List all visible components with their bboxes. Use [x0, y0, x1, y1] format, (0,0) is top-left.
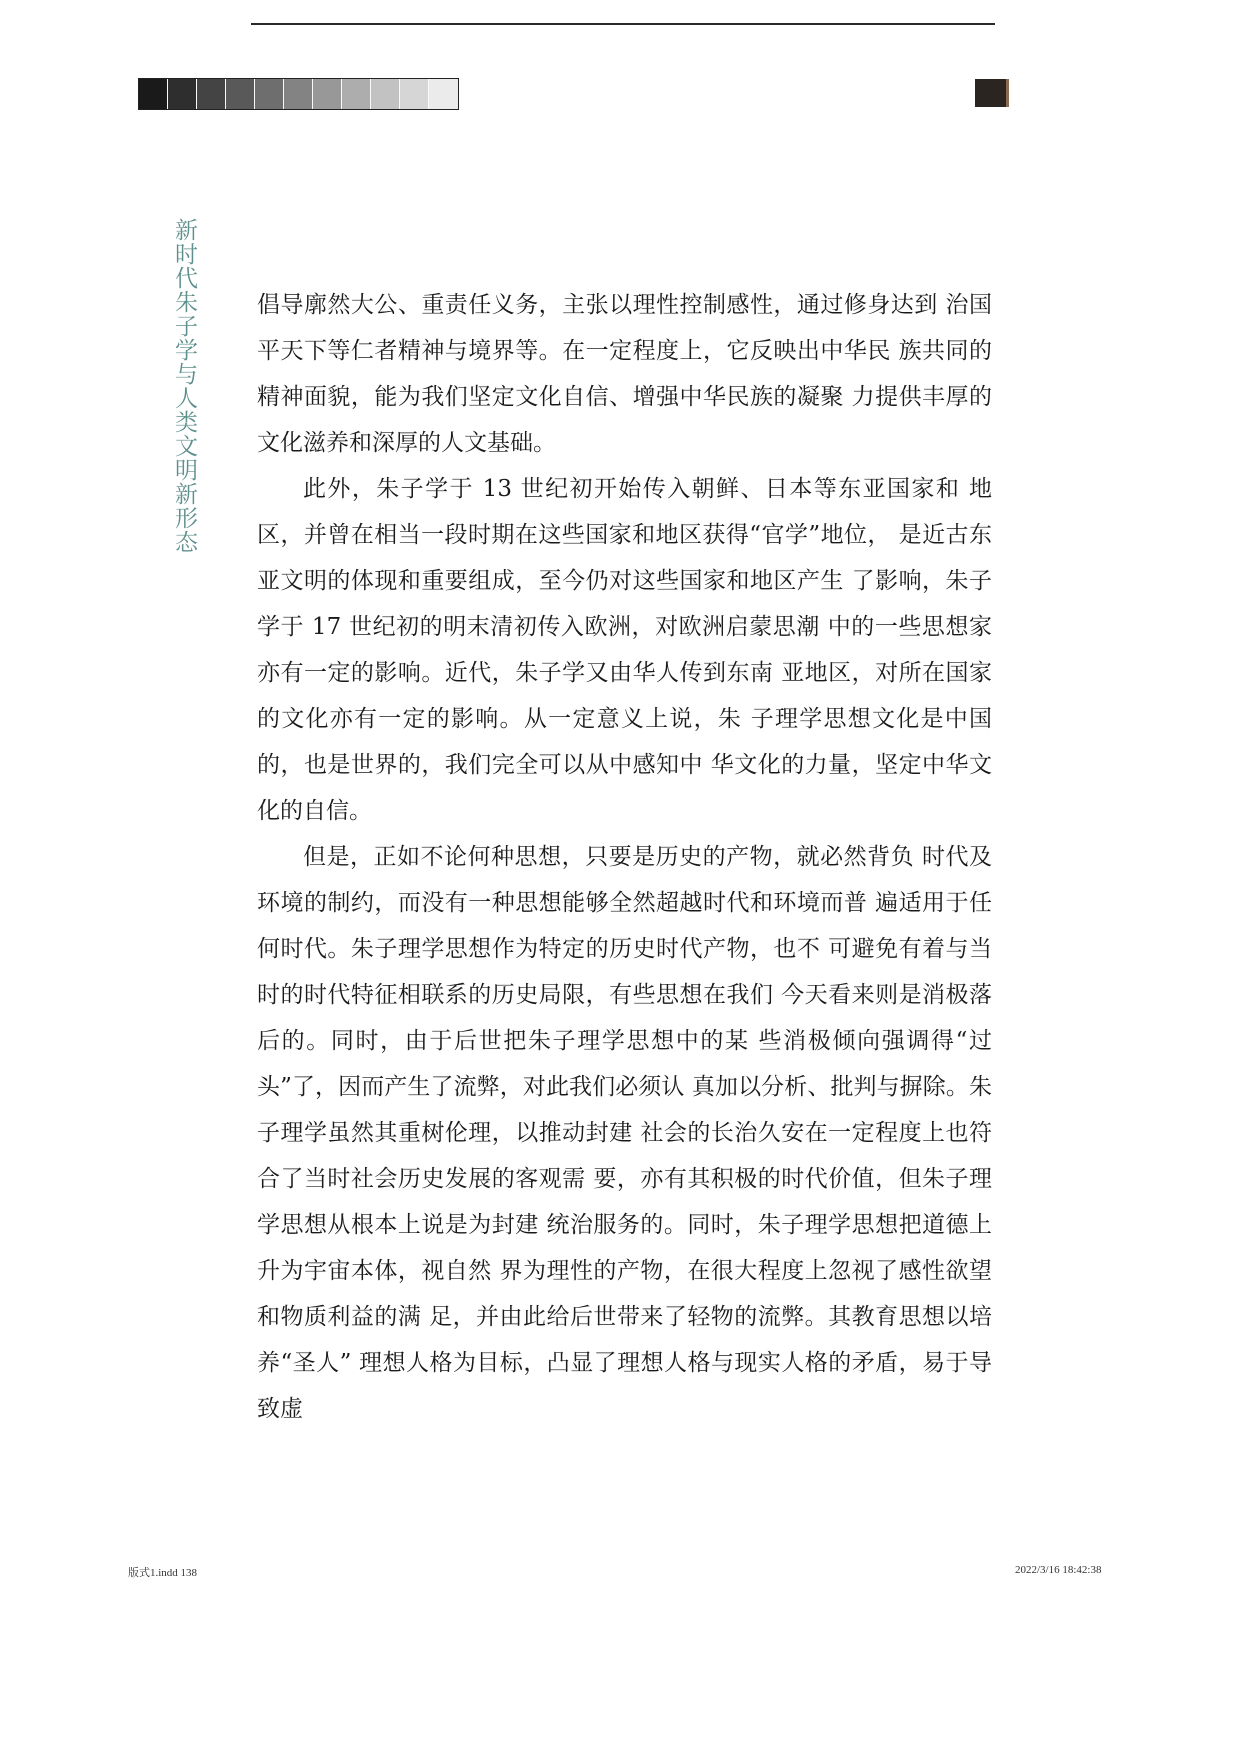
footer-timestamp: 2022/3/16 18:42:38	[1015, 1564, 1102, 1576]
color-calibration-bar	[138, 78, 459, 110]
footer-file-info: 版式1.indd 138	[128, 1567, 198, 1579]
color-swatch	[400, 79, 429, 109]
top-rule	[251, 23, 995, 25]
color-swatch	[139, 79, 168, 109]
paragraph-2: 此外，朱子学于 13 世纪初开始传入朝鲜、日本等东亚国家和 地区，并曾在相当一段时期在这些国家和地区获得“官学”地位， 是近古东亚文明的体现和重要组成，至今仍对这些国家和地区产生 了影响，朱子学于 17 世纪初的明末清初传入欧洲，对欧洲启蒙思潮 中的一些思想家亦有一定的影响。近代，朱子学又由华人传到东南 亚地区，对所在国家的文化亦有一定的影响。从一定意义上说，朱 子理学思想文化是中国的，也是世界的，我们完全可以从中感知中 华文化的力量，坚定中华文化的自信。	[257, 476, 992, 824]
body-text	[257, 282, 992, 1432]
color-swatch	[255, 79, 284, 109]
color-swatch	[226, 79, 255, 109]
color-swatch	[429, 79, 458, 109]
color-swatch	[313, 79, 342, 109]
color-swatch	[168, 79, 197, 109]
paragraph-1: 倡导廓然大公、重责任义务，主张以理性控制感性，通过修身达到 治国平天下等仁者精神与境界等。在一定程度上，它反映出中华民 族共同的精神面貌，能为我们坚定文化自信、增强中华民族的凝聚 力提供丰厚的文化滋养和深厚的人文基础。	[257, 292, 992, 456]
paragraph-3: 但是，正如不论何种思想，只要是历史的产物，就必然背负 时代及环境的制约，而没有一种思想能够全然超越时代和环境而普 遍适用于任何时代。朱子理学思想作为特定的历史时代产物，也不 可避免有着与当时的时代特征相联系的历史局限，有些思想在我们 今天看来则是消极落后的。同时，由于后世把朱子理学思想中的某 些消极倾向强调得“过头”了，因而产生了流弊，对此我们必须认 真加以分析、批判与摒除。朱子理学虽然其重树伦理，以推动封建 社会的长治久安在一定程度上也符合了当时社会历史发展的客观需 要，亦有其积极的时代价值，但朱子理学思想从根本上说是为封建 统治服务的。同时，朱子理学思想把道德上升为宇宙本体，视自然 界为理性的产物，在很大程度上忽视了感性欲望和物质利益的满 足，并由此给后世带来了轻物的流弊。其教育思想以培养“圣人” 理想人格为目标，凸显了理想人格与现实人格的矛盾，易于导致虚	[257, 844, 992, 1422]
color-swatch	[342, 79, 371, 109]
running-title: 新时代朱子学与人类文明新形态	[171, 218, 197, 554]
color-swatch	[284, 79, 313, 109]
registration-mark	[975, 79, 1006, 107]
color-swatch	[371, 79, 400, 109]
color-swatch	[197, 79, 226, 109]
